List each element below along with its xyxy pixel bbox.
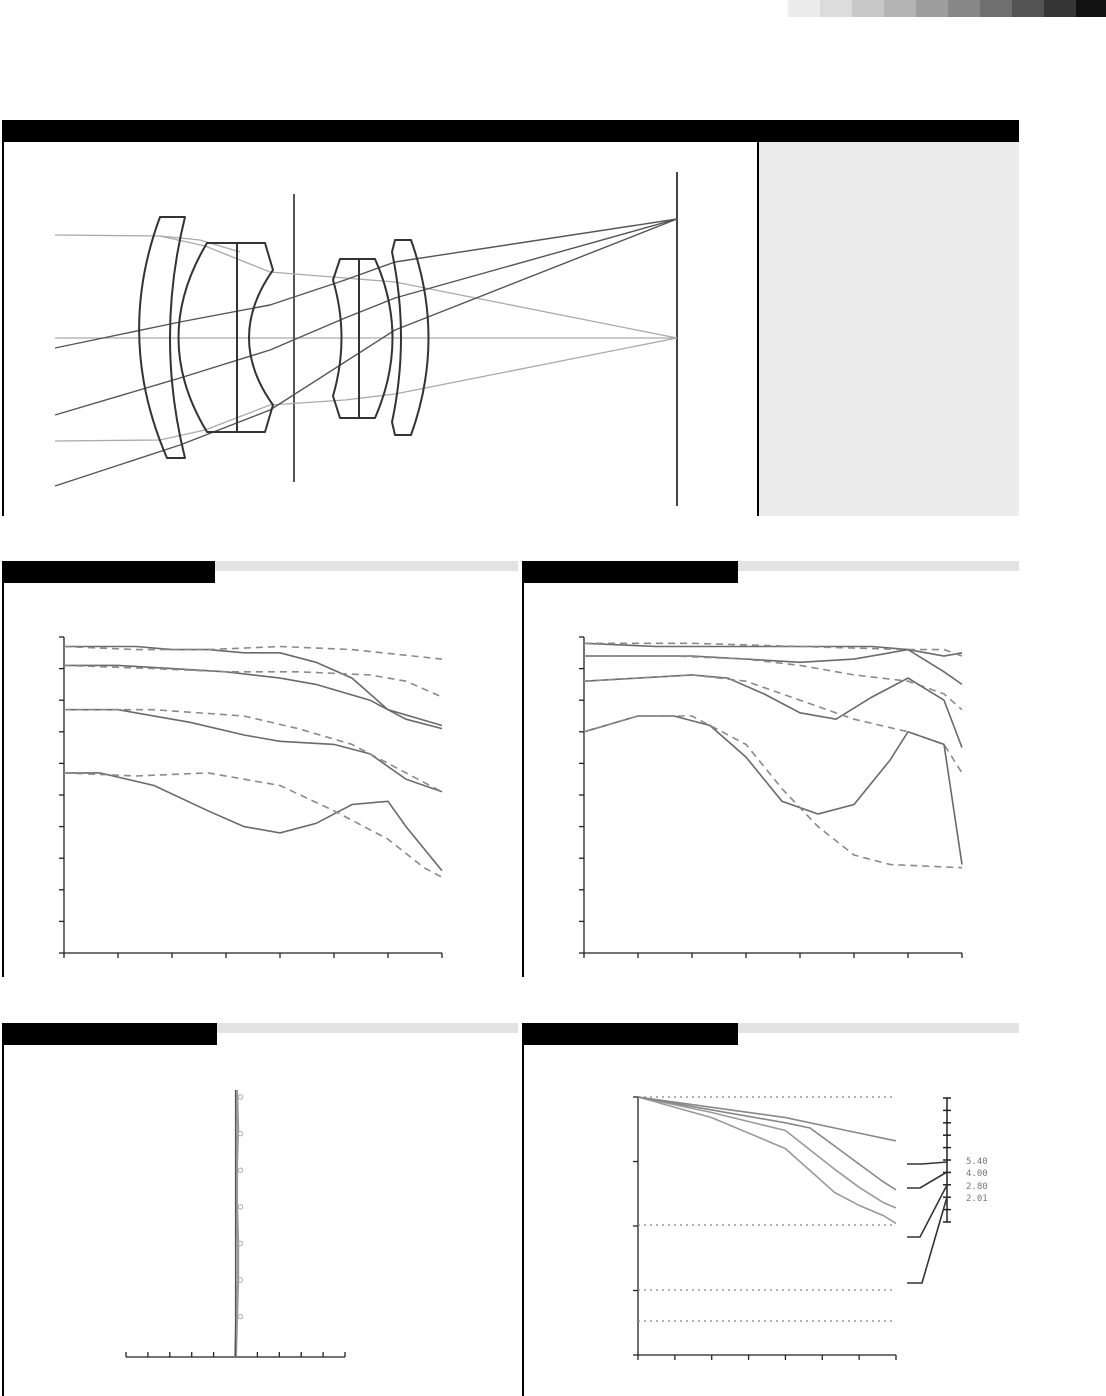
- illumination-chart-curves: [638, 1097, 896, 1223]
- series-line-8: [64, 773, 442, 877]
- legend-label-2-01: 2.01: [966, 1194, 988, 1204]
- lens-diagram: [55, 172, 677, 506]
- series-line-5: [64, 710, 442, 792]
- legend-label-4-00: 4.00: [966, 1169, 988, 1179]
- mtf-chart-1-curves: [64, 647, 442, 878]
- series-line-2: [638, 1097, 896, 1208]
- series-line-8: [584, 716, 962, 868]
- distortion-marker: [238, 1205, 242, 1209]
- illumination-legend-labels: [966, 1157, 988, 1204]
- mtf-chart-2-axes: [579, 637, 962, 958]
- series-line-4: [64, 665, 442, 697]
- illumination-legend-leaders: [907, 1162, 947, 1283]
- legend-label-2-80: 2.80: [966, 1182, 988, 1192]
- series-line-6: [584, 675, 962, 773]
- series-line-7: [64, 773, 442, 871]
- illumination-reference-lines: [638, 1097, 895, 1321]
- mtf-chart-1-axes: [59, 637, 442, 958]
- series-line-1: [64, 647, 442, 726]
- legend-label-5-40: 5.40: [966, 1157, 988, 1167]
- series-line-7: [584, 716, 962, 865]
- series-line-4: [584, 656, 962, 710]
- legend-leader-3: [907, 1185, 947, 1237]
- distortion-chart-curves: [236, 1090, 243, 1357]
- series-line-6: [64, 710, 442, 792]
- legend-leader-1: [907, 1162, 947, 1164]
- series-line-3: [638, 1097, 896, 1190]
- mtf-chart-2-curves: [584, 643, 962, 867]
- series-line-1: [638, 1097, 896, 1223]
- distortion-marker: [238, 1095, 242, 1099]
- distortion-marker: [238, 1168, 242, 1172]
- illumination-legend-scale: [943, 1098, 951, 1222]
- legend-leader-2: [907, 1172, 947, 1188]
- series-line-3: [64, 665, 442, 728]
- distortion-marker: [238, 1314, 242, 1318]
- legend-leader-4: [907, 1197, 947, 1283]
